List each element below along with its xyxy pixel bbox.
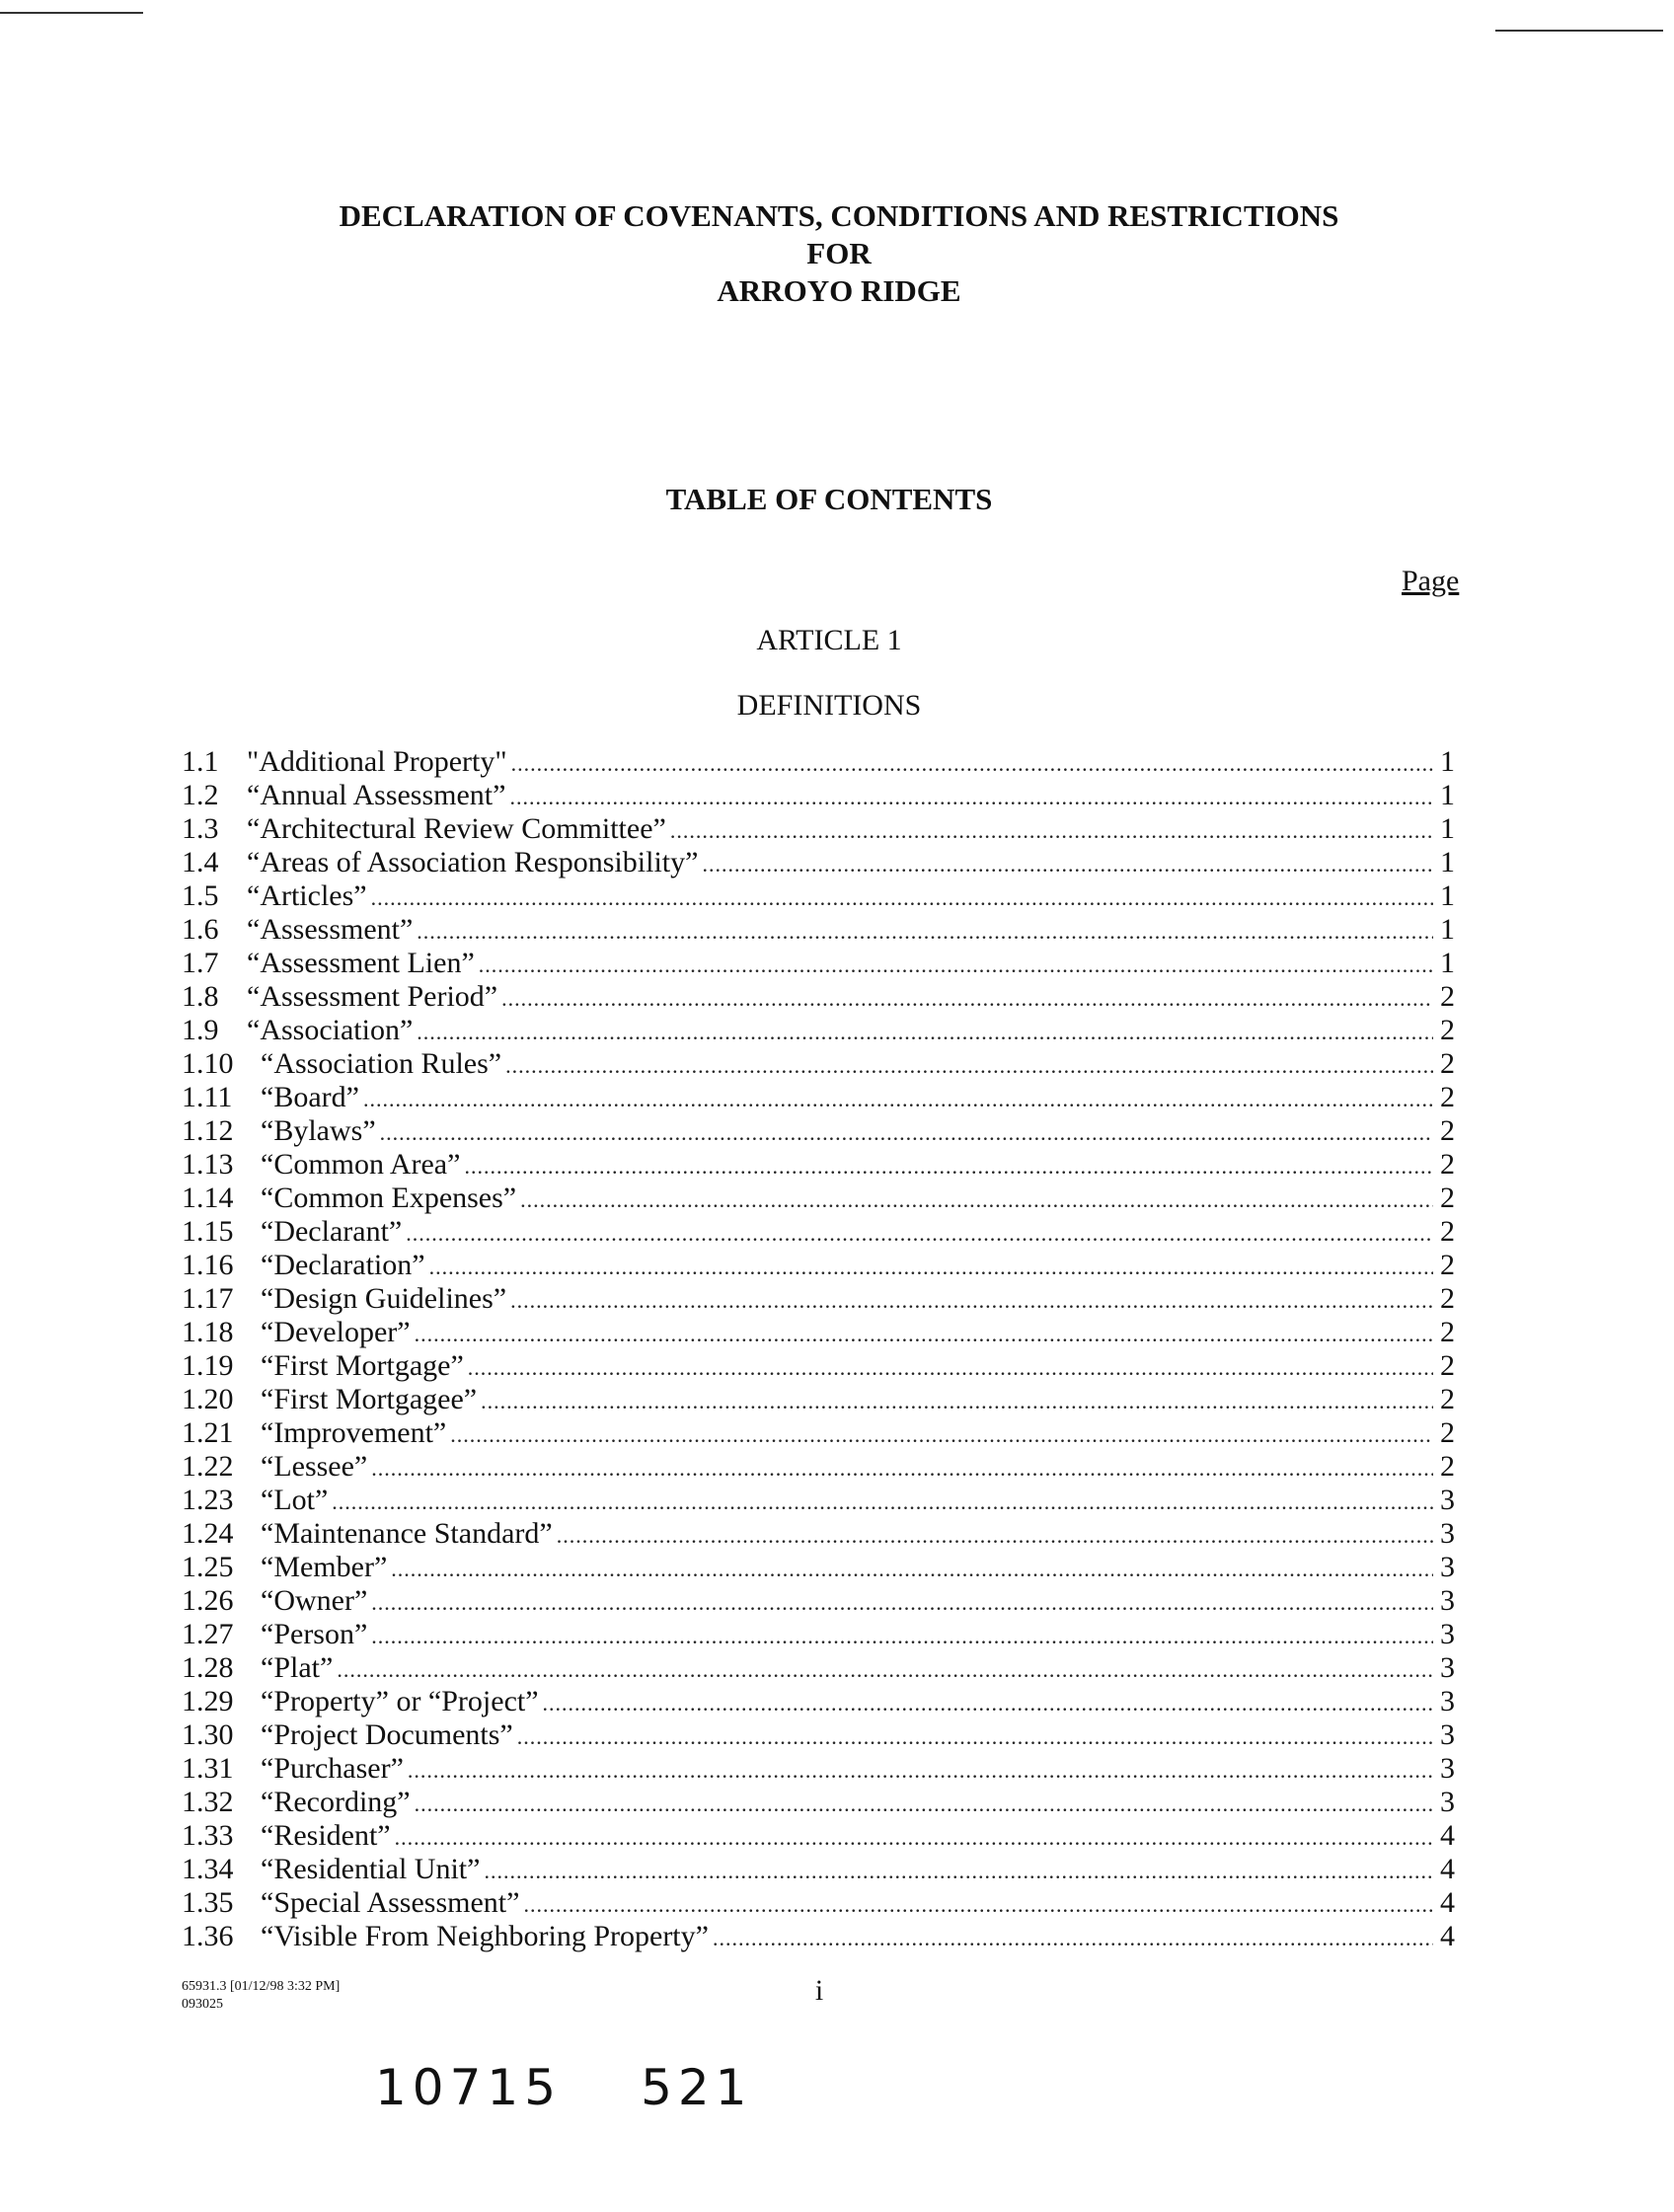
toc-entry-page: 2	[1440, 1383, 1455, 1415]
toc-entry	[182, 1383, 1455, 1416]
dot-leader	[511, 747, 1433, 781]
dot-leader	[505, 1049, 1433, 1083]
dot-leader	[479, 949, 1433, 982]
toc-entry-number: 1.27	[182, 1618, 234, 1650]
toc-entry-page: 2	[1440, 1114, 1455, 1147]
toc-entry-page: 1	[1440, 745, 1455, 778]
toc-entry-number: 1.29	[182, 1685, 234, 1717]
dot-leader	[371, 1452, 1433, 1486]
toc-entry-page: 2	[1440, 1182, 1455, 1214]
toc-entry-number: 1.18	[182, 1316, 234, 1348]
toc-entry-label: “Association”	[247, 1014, 414, 1046]
dot-leader	[371, 881, 1433, 915]
toc-entry-number: 1.32	[182, 1786, 234, 1818]
dot-leader	[450, 1418, 1433, 1452]
toc-entry	[182, 1282, 1455, 1316]
toc-entry	[182, 779, 1455, 812]
toc-entry-label: “Architectural Review Committee”	[247, 812, 666, 845]
dot-leader	[702, 848, 1433, 881]
dot-leader	[670, 814, 1433, 848]
toc-entry-number: 1.35	[182, 1886, 234, 1919]
toc-entry	[182, 1014, 1455, 1047]
toc-entry-page: 3	[1440, 1584, 1455, 1617]
dot-leader	[543, 1687, 1433, 1720]
recording-stamp	[375, 2059, 753, 2116]
toc-entry-label: “Common Area”	[261, 1148, 461, 1181]
toc-entry	[182, 1114, 1455, 1148]
toc-entry-number: 1.22	[182, 1450, 234, 1483]
dot-leader	[417, 915, 1433, 949]
toc-entry-page: 3	[1440, 1484, 1455, 1516]
toc-entry	[182, 1215, 1455, 1249]
toc-entry-page: 4	[1440, 1853, 1455, 1885]
toc-entry-page: 3	[1440, 1718, 1455, 1751]
toc-entry-number: 1.30	[182, 1718, 234, 1751]
toc-entry-number: 1.3	[182, 812, 219, 845]
dot-leader	[484, 1855, 1433, 1888]
toc-entry-number: 1.21	[182, 1416, 234, 1449]
toc-entry-label: “Bylaws”	[261, 1114, 376, 1147]
toc-entry-label: “Design Guidelines”	[261, 1282, 507, 1315]
toc-entry-label: “Board”	[261, 1081, 359, 1113]
toc-entry	[182, 1786, 1455, 1819]
dot-leader	[557, 1519, 1433, 1553]
toc-entry-number: 1.15	[182, 1215, 234, 1248]
toc-entry	[182, 1416, 1455, 1450]
toc-entry	[182, 846, 1455, 879]
stamp-page: 521	[641, 2059, 753, 2116]
toc-entry-page: 1	[1440, 846, 1455, 878]
toc-entry-number: 1.25	[182, 1551, 234, 1583]
toc-entry-number: 1.10	[182, 1047, 234, 1080]
dot-leader	[391, 1553, 1433, 1586]
toc-entry	[182, 1651, 1455, 1685]
toc-entry-page: 2	[1440, 1215, 1455, 1248]
dot-leader	[468, 1351, 1433, 1385]
toc-entry	[182, 812, 1455, 846]
toc-entry-number: 1.24	[182, 1517, 234, 1550]
toc-entry-page: 2	[1440, 980, 1455, 1013]
article-label: ARTICLE 1	[756, 624, 902, 656]
toc-entry-number: 1.28	[182, 1651, 234, 1684]
dot-leader	[406, 1217, 1433, 1251]
toc-entry-number: 1.20	[182, 1383, 234, 1415]
toc-entry	[182, 1886, 1455, 1920]
toc-entry-label: “Lessee”	[261, 1450, 368, 1483]
document-code-line-2: 093025	[182, 1997, 223, 2012]
toc-entry-number: 1.23	[182, 1484, 234, 1516]
toc-entry	[182, 1349, 1455, 1383]
dot-leader	[415, 1788, 1433, 1821]
toc-entry	[182, 1618, 1455, 1651]
stamp-book: 10715	[375, 2059, 563, 2116]
toc-entry-number: 1.16	[182, 1249, 234, 1281]
dot-leader	[380, 1116, 1433, 1150]
toc-entry-page: 2	[1440, 1047, 1455, 1080]
toc-entry-page: 2	[1440, 1316, 1455, 1348]
toc-entry-page: 3	[1440, 1651, 1455, 1684]
toc-entry-page: 2	[1440, 1014, 1455, 1046]
toc-entry-number: 1.36	[182, 1920, 234, 1952]
toc-entry	[182, 1752, 1455, 1786]
dot-leader	[363, 1083, 1433, 1116]
toc-entry	[182, 1450, 1455, 1484]
dot-leader	[417, 1016, 1433, 1049]
toc-entry-page: 4	[1440, 1886, 1455, 1919]
toc-entry-label: “Visible From Neighboring Property”	[261, 1920, 709, 1952]
toc-entry-label: "Additional Property"	[247, 745, 507, 778]
dot-leader	[523, 1888, 1433, 1922]
toc-entry-page: 4	[1440, 1920, 1455, 1952]
toc-entry	[182, 980, 1455, 1014]
toc-entry	[182, 1718, 1455, 1752]
toc-entry-number: 1.7	[182, 947, 219, 979]
dot-leader	[509, 781, 1433, 814]
page-column-label: Page	[1402, 565, 1460, 597]
toc-entry-page: 1	[1440, 947, 1455, 979]
scan-line-top-right	[1495, 30, 1663, 32]
toc-entry-label: “Assessment Period”	[247, 980, 498, 1013]
toc-entry-number: 1.17	[182, 1282, 234, 1315]
dot-leader	[501, 982, 1433, 1016]
toc-entry-label: “Declaration”	[261, 1249, 425, 1281]
toc-entry-page: 2	[1440, 1249, 1455, 1281]
toc-entry-number: 1.6	[182, 913, 219, 946]
toc-entry	[182, 745, 1455, 779]
toc-entry-label: “Property” or “Project”	[261, 1685, 539, 1717]
toc-entry-page: 1	[1440, 879, 1455, 912]
toc-entry-label: “Developer”	[261, 1316, 411, 1348]
toc-entry-page: 2	[1440, 1450, 1455, 1483]
toc-entry-page: 2	[1440, 1148, 1455, 1181]
page-number: i	[814, 1974, 824, 2007]
toc-entry	[182, 947, 1455, 980]
toc-entry-label: “Plat”	[261, 1651, 334, 1684]
toc-entry-number: 1.12	[182, 1114, 234, 1147]
toc-entry-label: “Residential Unit”	[261, 1853, 481, 1885]
toc-entry	[182, 1316, 1455, 1349]
toc-entry-number: 1.5	[182, 879, 219, 912]
toc-entry-page: 1	[1440, 779, 1455, 811]
dot-leader	[371, 1620, 1433, 1653]
toc-entry-page: 3	[1440, 1618, 1455, 1650]
dot-leader	[464, 1150, 1433, 1183]
toc-entry-page: 3	[1440, 1517, 1455, 1550]
title-line-3: ARROYO RIDGE	[717, 273, 961, 308]
toc-entry-page: 1	[1440, 812, 1455, 845]
toc-entry-label: “Special Assessment”	[261, 1886, 520, 1919]
toc-entry-number: 1.2	[182, 779, 219, 811]
scan-line-top-left	[0, 12, 143, 14]
toc-entry	[182, 1047, 1455, 1081]
toc-entry-label: “Areas of Association Responsibility”	[247, 846, 699, 878]
toc-entry-number: 1.1	[182, 745, 219, 778]
toc-entry	[182, 1148, 1455, 1182]
toc-entry-label: “First Mortgagee”	[261, 1383, 478, 1415]
toc-entry-number: 1.9	[182, 1014, 219, 1046]
toc-entry-number: 1.11	[182, 1081, 233, 1113]
toc-entry-page: 1	[1440, 913, 1455, 946]
toc-entry	[182, 1853, 1455, 1886]
toc-entry	[182, 1685, 1455, 1718]
toc-entry-label: “Maintenance Standard”	[261, 1517, 553, 1550]
toc-entry-label: “Project Documents”	[261, 1718, 513, 1751]
toc-entry	[182, 1249, 1455, 1282]
toc-entry-page: 2	[1440, 1349, 1455, 1382]
toc-entry-label: “Assessment”	[247, 913, 414, 946]
toc-entry-label: “Annual Assessment”	[247, 779, 506, 811]
toc-entry-number: 1.8	[182, 980, 219, 1013]
toc-entry-number: 1.34	[182, 1853, 234, 1885]
dot-leader	[371, 1586, 1433, 1620]
article-name: DEFINITIONS	[736, 689, 922, 722]
toc-entry	[182, 1182, 1455, 1215]
title-line-1: DECLARATION OF COVENANTS, CONDITIONS AND RESTRICTIONS	[339, 198, 1339, 233]
dot-leader	[517, 1720, 1433, 1754]
dot-leader	[481, 1385, 1433, 1418]
toc-entry	[182, 1584, 1455, 1618]
toc-entry	[182, 1081, 1455, 1114]
toc-entry	[182, 1819, 1455, 1853]
toc-entry-label: “Member”	[261, 1551, 388, 1583]
document-title	[296, 197, 1382, 310]
dot-leader	[395, 1821, 1433, 1855]
toc-entry-label: “First Mortgage”	[261, 1349, 464, 1382]
toc-entry-page: 3	[1440, 1685, 1455, 1717]
toc-entry-label: “Lot”	[261, 1484, 329, 1516]
toc-entry-label: “Owner”	[261, 1584, 368, 1617]
toc-entry-label: “Common Expenses”	[261, 1182, 517, 1214]
toc-entry-number: 1.33	[182, 1819, 234, 1852]
toc-entry-number: 1.26	[182, 1584, 234, 1617]
toc-entry-label: “Improvement”	[261, 1416, 447, 1449]
dot-leader	[520, 1183, 1433, 1217]
toc-entry-number: 1.4	[182, 846, 219, 878]
toc-entry-label: “Articles”	[247, 879, 367, 912]
toc-list	[182, 745, 1455, 1953]
toc-entry-number: 1.31	[182, 1752, 234, 1785]
toc-entry-page: 2	[1440, 1081, 1455, 1113]
toc-entry-page: 2	[1440, 1416, 1455, 1449]
toc-entry-label: “Purchaser”	[261, 1752, 404, 1785]
toc-entry	[182, 1517, 1455, 1551]
toc-entry-label: “Declarant”	[261, 1215, 403, 1248]
toc-entry-label: “Assessment Lien”	[247, 947, 475, 979]
toc-entry-number: 1.13	[182, 1148, 234, 1181]
dot-leader	[415, 1318, 1433, 1351]
toc-heading: TABLE OF CONTENTS	[665, 482, 993, 516]
dot-leader	[408, 1754, 1433, 1788]
toc-entry-page: 2	[1440, 1282, 1455, 1315]
document-code	[182, 1978, 340, 2014]
toc-entry-label: “Association Rules”	[261, 1047, 502, 1080]
toc-entry-label: “Person”	[261, 1618, 368, 1650]
toc-entry	[182, 879, 1455, 913]
dot-leader	[337, 1653, 1433, 1687]
toc-entry	[182, 1551, 1455, 1584]
dot-leader	[332, 1486, 1433, 1519]
toc-entry-number: 1.14	[182, 1182, 234, 1214]
toc-entry	[182, 913, 1455, 947]
toc-entry-page: 3	[1440, 1551, 1455, 1583]
toc-entry-label: “Recording”	[261, 1786, 411, 1818]
document-code-line-1: 65931.3 [01/12/98 3:32 PM]	[182, 1979, 341, 1994]
toc-entry	[182, 1920, 1455, 1953]
title-line-2: FOR	[806, 236, 872, 270]
toc-entry-label: “Resident”	[261, 1819, 391, 1852]
dot-leader	[429, 1251, 1433, 1284]
toc-entry-page: 3	[1440, 1786, 1455, 1818]
toc-entry	[182, 1484, 1455, 1517]
dot-leader	[510, 1284, 1433, 1318]
toc-entry-page: 3	[1440, 1752, 1455, 1785]
toc-entry-page: 4	[1440, 1819, 1455, 1852]
toc-entry-number: 1.19	[182, 1349, 234, 1382]
dot-leader	[713, 1922, 1433, 1955]
